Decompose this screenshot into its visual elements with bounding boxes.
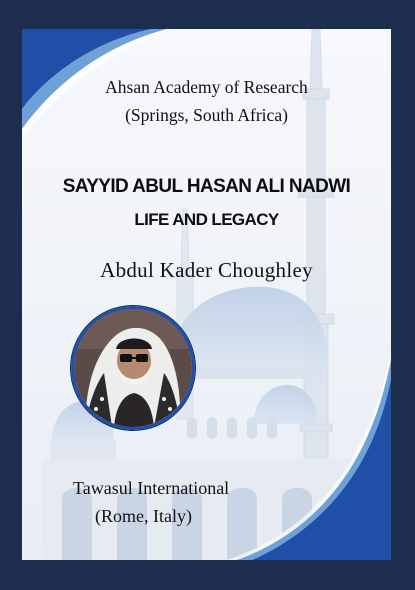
publisher-location: (Springs, South Africa) — [125, 105, 288, 125]
imprint-location: (Rome, Italy) — [95, 506, 192, 526]
author-name: Abdul Kader Choughley — [100, 258, 313, 282]
imprint-name: Tawasul International — [73, 478, 230, 498]
book-title: SAYYID ABUL HASAN ALI NADWI — [62, 176, 351, 197]
publisher-name: Ahsan Academy of Research — [105, 77, 308, 97]
book-subtitle: LIFE AND LEGACY — [134, 210, 279, 229]
author-portrait — [71, 306, 195, 430]
book-cover — [22, 29, 391, 560]
